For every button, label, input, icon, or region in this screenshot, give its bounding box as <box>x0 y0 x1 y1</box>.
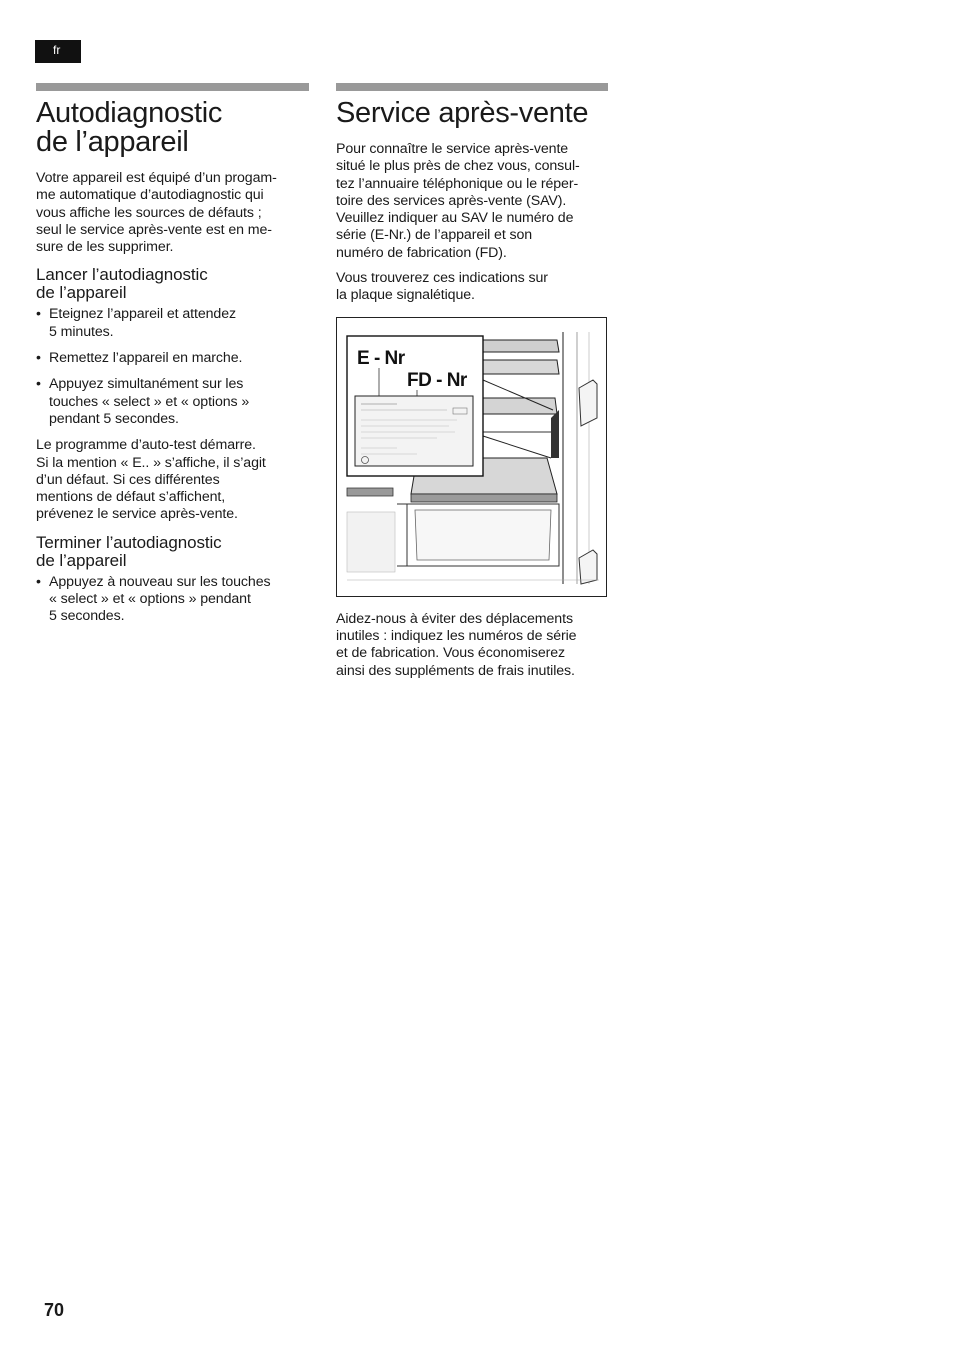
after-sales-para-2: Vous trouverez ces indications sur la plaque signalétique. <box>336 270 548 304</box>
self-diagnosis-title: Autodiagnostic de l’appareil <box>36 97 223 158</box>
section-rule <box>336 83 608 91</box>
start-diagnosis-steps <box>36 306 309 428</box>
fridge-interior-drawing <box>337 318 607 597</box>
self-test-result-text: Le programme d’auto-test démarre. Si la mention « E.. » s’affiche, il s’agit d’un défaut. Si ces différentes mentions de défaut s’affichent, prévenez le service après-vente. <box>36 437 266 523</box>
list-item: • Appuyez simultanément sur les touches « select » et « options » pendant 5 secondes. <box>36 376 309 428</box>
after-sales-para-1: Pour connaître le service après-vente situé le plus près de chez vous, consul- tez l’annuaire téléphonique ou le réper- toire des services après-vente (SAV). Veuillez indiquer au SAV le numéro de série (E-Nr.) de l’appareil et son numéro de fabrication (FD). <box>336 141 580 261</box>
after-sales-para-3: Aidez-nous à éviter des déplacements inutiles : indiquez les numéros de série et de fabrication. Vous économiserez ainsi des suppléments de frais inutiles. <box>336 610 577 679</box>
self-diagnosis-intro: Votre appareil est équipé d’un progam- me automatique d’autodiagnostic qui vous affiche les sources de défauts ; seul le service après-vente est en me- sure de les supprimer. <box>36 170 277 256</box>
page-number: 70 <box>44 1300 65 1320</box>
fdnr-label: FD - Nr <box>407 369 467 391</box>
language-tag: fr <box>35 40 81 63</box>
rating-plate-illustration <box>336 317 607 597</box>
after-sales-title: Service après-vente <box>336 97 589 129</box>
enr-label: E - Nr <box>357 347 405 369</box>
after-sales-column <box>336 83 608 688</box>
rating-plate <box>355 396 473 466</box>
list-item: • Remettez l’appareil en marche. <box>36 350 309 367</box>
section-rule <box>36 83 309 91</box>
list-item: • Appuyez à nouveau sur les touches « select » et « options » pendant 5 secondes. <box>36 574 309 626</box>
end-diagnosis-heading: Terminer l’autodiagnostic de l’appareil <box>36 532 222 570</box>
end-diagnosis-steps <box>36 574 309 626</box>
self-diagnosis-column <box>36 83 309 635</box>
start-diagnosis-heading: Lancer l’autodiagnostic de l’appareil <box>36 265 208 303</box>
list-item: • Eteignez l’appareil et attendez 5 minutes. <box>36 306 309 341</box>
